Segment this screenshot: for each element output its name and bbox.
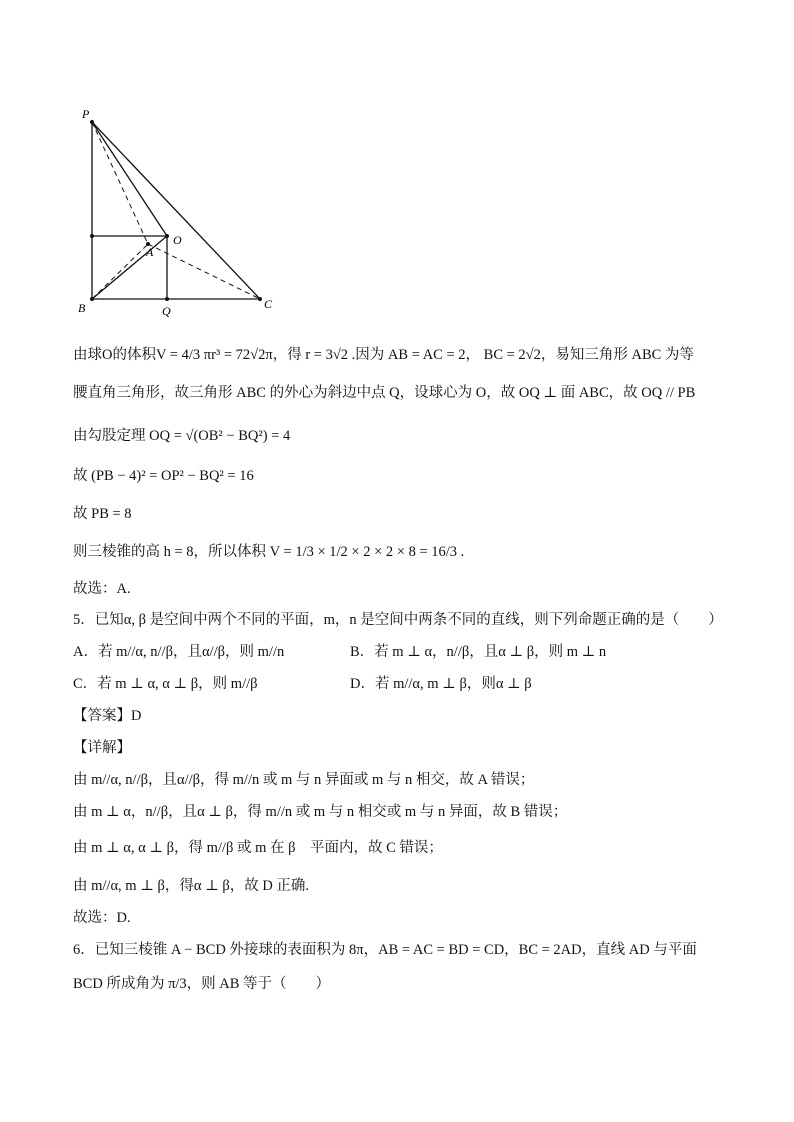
label-O: O bbox=[173, 233, 182, 247]
point-C bbox=[258, 297, 262, 301]
q5-detail-heading: 【详解】 bbox=[73, 740, 131, 756]
point-mid bbox=[90, 234, 94, 238]
q5-option-d: D．若 m//α, m ⊥ β，则α ⊥ β bbox=[350, 676, 532, 692]
edge-PC bbox=[92, 122, 260, 299]
pyramid-figure bbox=[0, 0, 794, 330]
dashed-PA bbox=[92, 122, 148, 244]
point-O bbox=[165, 234, 169, 238]
q5-option-a: A．若 m//α, n//β，且α//β，则 m//n bbox=[73, 644, 285, 660]
edge-PA bbox=[92, 122, 167, 236]
q5-detail-1: 由 m//α, n//β，且α//β，得 m//n 或 m 与 n 异面或 m 与 n 相交，故 A 错误； bbox=[73, 772, 535, 788]
solution-line-5: 故 PB = 8 bbox=[73, 506, 132, 522]
q5-stem: 5．已知α, β 是空间中两个不同的平面，m，n 是空间中两条不同的直线，则下列命题正确的是（ ） bbox=[73, 612, 723, 628]
point-B bbox=[90, 297, 94, 301]
label-A: A bbox=[146, 245, 154, 259]
solution-choose: 故选：A. bbox=[73, 581, 131, 597]
q5-detail-3: 由 m ⊥ α, α ⊥ β，得 m//β 或 m 在 β 平面内，故 C 错误； bbox=[73, 840, 443, 856]
label-P: P bbox=[82, 107, 90, 121]
q5-detail-2: 由 m ⊥ α，n//β，且α ⊥ β，得 m//n 或 m 与 n 相交或 m 与 n 异面，故 B 错误； bbox=[73, 804, 568, 820]
solution-line-2: 腰直角三角形，故三角形 ABC 的外心为斜边中点 Q，设球心为 O，故 OQ ⊥ 面 ABC，故 OQ // PB bbox=[73, 385, 696, 401]
q5-answer: 【答案】D bbox=[73, 708, 142, 724]
solution-line-4: 故 (PB − 4)² = OP² − BQ² = 16 bbox=[73, 468, 254, 484]
label-C: C bbox=[264, 297, 273, 311]
q5-detail-4: 由 m//α, m ⊥ β，得α ⊥ β，故 D 正确. bbox=[73, 878, 310, 894]
point-P bbox=[90, 120, 94, 124]
point-Q bbox=[165, 297, 169, 301]
dashed-BO bbox=[92, 244, 148, 299]
q5-option-c: C．若 m ⊥ α, α ⊥ β，则 m//β bbox=[73, 676, 258, 692]
q6-stem-line-1: 6．已知三棱锥 A − BCD 外接球的表面积为 8π，AB = AC = BD = CD，BC = 2AD，直线 AD 与平面 bbox=[73, 942, 697, 958]
dashed-AC bbox=[148, 244, 260, 299]
q5-option-b: B．若 m ⊥ α，n//β，且α ⊥ β，则 m ⊥ n bbox=[350, 644, 607, 660]
q6-stem-line-2: BCD 所成角为 π/3，则 AB 等于（ ） bbox=[73, 976, 331, 992]
solution-line-6: 则三棱锥的高 h = 8，所以体积 V = 1/3 × 1/2 × 2 × 2 × 8 = 16/3 . bbox=[73, 544, 465, 560]
solution-line-1: 由球O的体积V = 4/3 πr³ = 72√2π，得 r = 3√2 .因为 AB = AC = 2， BC = 2√2，易知三角形 ABC 为等 bbox=[73, 347, 694, 363]
solution-line-3: 由勾股定理 OQ = √(OB² − BQ²) = 4 bbox=[73, 428, 291, 444]
label-Q: Q bbox=[162, 304, 171, 318]
edge-AB bbox=[92, 236, 167, 299]
q5-choose: 故选：D. bbox=[73, 910, 131, 926]
label-B: B bbox=[78, 301, 86, 315]
